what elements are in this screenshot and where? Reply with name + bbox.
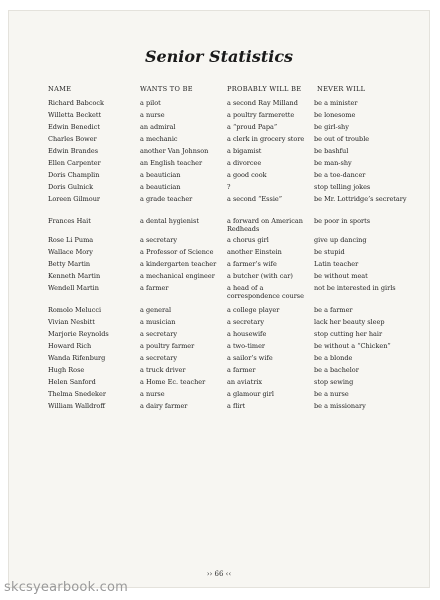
cell-never: be poor in sports <box>314 217 371 225</box>
cell-probably: a housewife <box>227 330 267 338</box>
cell-name: Betty Martin <box>48 260 91 268</box>
cell-wants: a secretary <box>140 330 177 338</box>
cell-name: Rose Li Puma <box>48 236 94 244</box>
column-headers <box>9 85 429 97</box>
cell-wants: an English teacher <box>140 159 203 167</box>
cell-probably: a clerk in grocery store <box>227 135 305 143</box>
cell-name: Willetta Beckett <box>48 111 102 119</box>
cell-probably: a good cook <box>227 171 267 179</box>
cell-never: be a minister <box>314 99 358 107</box>
cell-name: Loreen Gilmour <box>48 195 101 203</box>
cell-wants: a nurse <box>140 390 165 398</box>
header-wants: WANTS TO BE <box>140 85 193 93</box>
cell-never: be a farmer <box>314 306 353 314</box>
cell-probably: a college player <box>227 306 280 314</box>
cell-name: Charles Bower <box>48 135 97 143</box>
cell-name: Helen Sanford <box>48 378 96 386</box>
cell-never: be stupid <box>314 248 345 256</box>
cell-probably: a farmer’s wife <box>227 260 277 268</box>
cell-never: Latin teacher <box>314 260 359 268</box>
cell-name: Richard Babcock <box>48 99 104 107</box>
header-probably: PROBABLY WILL BE <box>227 85 302 93</box>
cell-probably: a chorus girl <box>227 236 269 244</box>
cell-name: Doris Champlin <box>48 171 100 179</box>
cell-name: Wanda Rifenburg <box>48 354 106 362</box>
cell-probably: a head of a correspondence course <box>227 284 304 300</box>
cell-wants: a pilot <box>140 99 161 107</box>
cell-never: be out of trouble <box>314 135 370 143</box>
cell-probably: a sailor’s wife <box>227 354 273 362</box>
cell-wants: a grade teacher <box>140 195 193 203</box>
cell-wants: a Professor of Science <box>140 248 214 256</box>
cell-never: lack her beauty sleep <box>314 318 385 326</box>
cell-probably: a divorcee <box>227 159 262 167</box>
cell-name: Ellen Carpenter <box>48 159 101 167</box>
cell-probably: a glamour girl <box>227 390 274 398</box>
cell-wants: a dental hygienist <box>140 217 199 225</box>
cell-wants: a poultry farmer <box>140 342 195 350</box>
cell-probably: a forward on American Redheads <box>227 217 303 233</box>
page-title: Senior Statistics <box>144 47 294 66</box>
cell-never: be bashful <box>314 147 349 155</box>
cell-wants: another Van Johnson <box>140 147 209 155</box>
header-name: NAME <box>48 85 72 93</box>
cell-probably: an aviatrix <box>227 378 263 386</box>
header-never: NEVER WILL <box>317 85 366 93</box>
cell-wants: a truck driver <box>140 366 186 374</box>
cell-name: Howard Rich <box>48 342 92 350</box>
cell-probably: ? <box>227 183 231 191</box>
cell-never: give up dancing <box>314 236 367 244</box>
cell-wants: an admiral <box>140 123 176 131</box>
cell-never: be a toe-dancer <box>314 171 366 179</box>
cell-probably: a farmer <box>227 366 256 374</box>
yearbook-page <box>8 10 430 588</box>
cell-probably: a bigamist <box>227 147 262 155</box>
cell-wants: a kindergarten teacher <box>140 260 217 268</box>
cell-probably: a flirt <box>227 402 246 410</box>
watermark-text: skcsyearbook.com <box>4 580 129 595</box>
cell-wants: a mechanical engineer <box>140 272 215 280</box>
cell-wants: a beautician <box>140 183 181 191</box>
cell-never: be man-shy <box>314 159 352 167</box>
cell-wants: a dairy farmer <box>140 402 188 410</box>
cell-wants: a secretary <box>140 236 177 244</box>
cell-name: Doris Gulnick <box>48 183 94 191</box>
cell-never: be a missionary <box>314 402 366 410</box>
cell-never: be a bachelor <box>314 366 359 374</box>
cell-name: Frances Hait <box>48 217 91 225</box>
cell-name: Edwin Benedict <box>48 123 100 131</box>
cell-probably: a secretary <box>227 318 264 326</box>
cell-probably: a butcher (with car) <box>227 272 293 280</box>
cell-wants: a nurse <box>140 111 165 119</box>
cell-wants: a musician <box>140 318 176 326</box>
cell-never: stop sewing <box>314 378 354 386</box>
cell-never: be girl-shy <box>314 123 349 131</box>
cell-name: Kenneth Martin <box>48 272 101 280</box>
cell-wants: a general <box>140 306 172 314</box>
cell-never: be a nurse <box>314 390 349 398</box>
cell-probably: a poultry farmerette <box>227 111 295 119</box>
cell-never: be without meat <box>314 272 368 280</box>
cell-probably: a second “Essie” <box>227 195 283 203</box>
cell-probably: a two-timer <box>227 342 266 350</box>
cell-name: Vivian Nesbitt <box>48 318 95 326</box>
cell-wants: a beautician <box>140 171 181 179</box>
cell-wants: a Home Ec. teacher <box>140 378 206 386</box>
cell-name: Edwin Brandes <box>48 147 99 155</box>
cell-name: William Walldroff <box>48 402 105 410</box>
cell-name: Thelma Snedeker <box>48 390 106 398</box>
page-number: ›› 66 ‹‹ <box>206 570 232 578</box>
cell-name: Wallace Mory <box>48 248 93 256</box>
cell-probably: another Einstein <box>227 248 282 256</box>
cell-never: be without a “Chicken” <box>314 342 391 350</box>
cell-probably: a second Ray Milland <box>227 99 298 107</box>
cell-never: be lonesome <box>314 111 356 119</box>
cell-never: stop telling jokes <box>314 183 371 191</box>
cell-never: be a blonde <box>314 354 353 362</box>
cell-name: Marjorie Reynolds <box>48 330 109 338</box>
cell-never: stop cutting her hair <box>314 330 383 338</box>
cell-never: not be interested in girls <box>314 284 396 292</box>
cell-wants: a mechanic <box>140 135 178 143</box>
cell-name: Romolo Melucci <box>48 306 102 314</box>
cell-wants: a secretary <box>140 354 177 362</box>
cell-never: be Mr. Lottridge’s secretary <box>314 195 407 203</box>
cell-name: Wendell Martin <box>48 284 99 292</box>
cell-probably: a “proud Papa” <box>227 123 278 131</box>
cell-wants: a farmer <box>140 284 169 292</box>
cell-name: Hugh Rose <box>48 366 85 374</box>
